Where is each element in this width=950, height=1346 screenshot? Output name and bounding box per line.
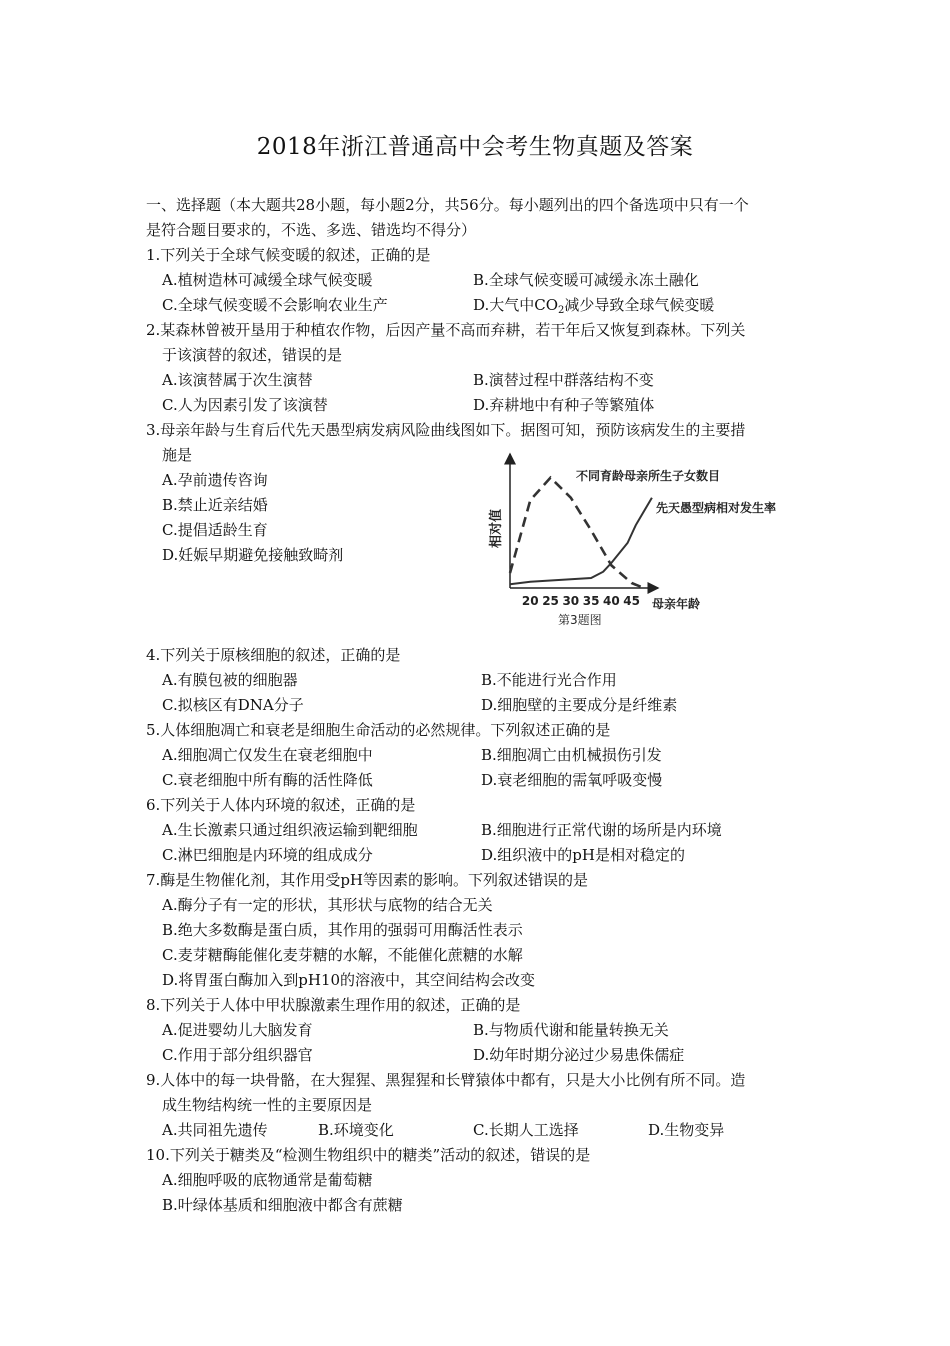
section-intro-1: 一、选择题（本大题共28小题，每小题2分，共56分。每小题列出的四个备选项中只有一个 [146,196,749,214]
question-3-option-b: B.禁止近亲结婚 [162,496,268,514]
page-title: 2018年浙江普通高中会考生物真题及答案 [256,134,694,160]
question-5-option-b: B.细胞凋亡由机械损伤引发 [481,746,662,764]
question-1-option-d: D.大气中$CO_2$减少导致全球气候变暖 [473,296,715,316]
question-8-option-b: B.与物质代谢和能量转换无关 [473,1021,669,1039]
question-8-option-d: D.幼年时期分泌过少易患侏儒症 [473,1046,685,1064]
question-3-stem-1: 3.母亲年龄与生育后代先天愚型病发病风险曲线图如下。据图可知，预防该病发生的主要措 [146,421,746,439]
question-6-option-c: C.淋巴细胞是内环境的组成成分 [162,846,373,864]
section-intro-2: 是符合题目要求的，不选、多选、错选均不得分） [146,221,477,239]
series-line-1 [510,498,652,585]
question-1-stem: 1.下列关于全球气候变暖的叙述，正确的是 [146,246,431,264]
question-7-option-d: D.将胃蛋白酶加入到pH10的溶液中，其空间结构会改变 [162,971,536,989]
question-7-stem: 7.酶是生物催化剂，其作用受pH等因素的影响。下列叙述错误的是 [146,871,588,889]
question-2-option-c: C.人为因素引发了该演替 [162,396,328,414]
x-tick-label-35: 35 [582,594,600,608]
question-7-option-a: A.酶分子有一定的形状，其形状与底物的结合无关 [162,896,493,914]
question-9-option-c: C.长期人工选择 [473,1121,579,1139]
question-5-stem: 5.人体细胞凋亡和衰老是细胞生命活动的必然规律。下列叙述正确的是 [146,721,611,739]
question-3-option-d: D.妊娠早期避免接触致畸剂 [162,546,344,564]
question-2-stem-1: 2.某森林曾被开垦用于种植农作物，后因产量不高而弃耕，若干年后又恢复到森林。下列关 [146,321,746,339]
question-2-option-b: B.演替过程中群落结构不变 [473,371,654,389]
question-4-option-d: D.细胞壁的主要成分是纤维素 [481,696,678,714]
question-2-option-d: D.弃耕地中有种子等繁殖体 [473,396,655,414]
question-10-option-a: A.细胞呼吸的底物通常是葡萄糖 [162,1171,373,1189]
question-9-option-a: A.共同祖先遗传 [162,1121,268,1139]
question-7-option-c: C.麦芽糖酶能催化麦芽糖的水解，不能催化蔗糖的水解 [162,946,523,964]
question-9-option-d: D.生物变异 [648,1121,725,1139]
chart-caption: 第3题图 [558,613,602,627]
question-5-option-a: A.细胞凋亡仅发生在衰老细胞中 [162,746,373,764]
y-axis-label: 相对值 [489,508,504,548]
question-6-option-d: D.组织液中的pH是相对稳定的 [481,846,685,864]
question-7-option-b: B.绝大多数酶是蛋白质，其作用的强弱可用酶活性表示 [162,921,523,939]
series-label-births: 不同育龄母亲所生子女数目 [576,469,721,483]
x-axis-label: 母亲年龄 [652,597,701,611]
question-8-option-c: C.作用于部分组织器官 [162,1046,313,1064]
question-4-option-c: C.拟核区有DNA分子 [162,696,304,714]
series-line-0 [510,478,644,588]
x-tick-label-40: 40 [602,594,620,608]
question-3-chart [470,448,820,633]
question-1-option-a: A.植树造林可减缓全球气候变暖 [162,271,373,289]
question-4-option-a: A.有膜包被的细胞器 [162,671,298,689]
question-1-option-c: C.全球气候变暖不会影响农业生产 [162,296,388,314]
question-6-option-b: B.细胞进行正常代谢的场所是内环境 [481,821,722,839]
question-4-stem: 4.下列关于原核细胞的叙述，正确的是 [146,646,401,664]
question-3-stem-2: 施是 [162,446,193,464]
x-tick-label-20: 20 [521,594,539,608]
question-1-option-b: B.全球气候变暖可减缓永冻土融化 [473,271,699,289]
question-3-option-a: A.孕前遗传咨询 [162,471,268,489]
question-10-option-b: B.叶绿体基质和细胞液中都含有蔗糖 [162,1196,403,1214]
x-tick-label-45: 45 [623,594,640,608]
question-3-option-c: C.提倡适龄生育 [162,521,268,539]
question-5-option-c: C.衰老细胞中所有酶的活性降低 [162,771,373,789]
question-9-stem-1: 9.人体中的每一块骨骼，在大猩猩、黑猩猩和长臂猿体中都有，只是大小比例有所不同。造 [146,1071,746,1089]
question-2-option-a: A.该演替属于次生演替 [162,371,313,389]
question-6-stem: 6.下列关于人体内环境的叙述，正确的是 [146,796,416,814]
question-10-stem: 10.下列关于糖类及“检测生物组织中的糖类”活动的叙述，错误的是 [146,1146,591,1164]
question-8-option-a: A.促进婴幼儿大脑发育 [162,1021,313,1039]
age-risk-line-chart [470,448,820,633]
question-2-stem-2: 于该演替的叙述，错误的是 [162,346,343,364]
question-4-option-b: B.不能进行光合作用 [481,671,617,689]
question-9-stem-2: 成生物结构统一性的主要原因是 [162,1096,373,1114]
x-tick-label-30: 30 [562,594,580,608]
question-6-option-a: A.生长激素只通过组织液运输到靶细胞 [162,821,418,839]
question-8-stem: 8.下列关于人体中甲状腺激素生理作用的叙述，正确的是 [146,996,521,1014]
question-5-option-d: D.衰老细胞的需氧呼吸变慢 [481,771,663,789]
question-9-option-b: B.环境变化 [318,1121,394,1139]
x-tick-label-25: 25 [542,594,559,608]
series-label-disease: 先天愚型病相对发生率 [656,501,777,515]
